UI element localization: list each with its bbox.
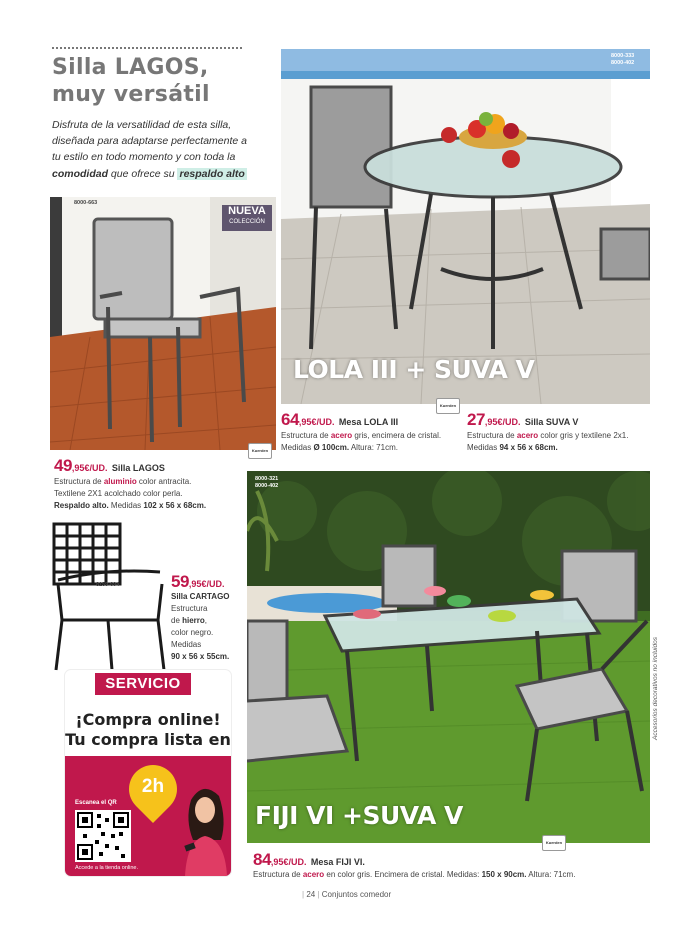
intro-highlight: respaldo alto	[179, 167, 245, 180]
fiji-banner: FIJI VI +SUVA V	[255, 801, 463, 830]
badge-line-1: NUEVA	[228, 205, 266, 217]
service-hours: 2h	[141, 776, 165, 797]
title-line-1: Silla LAGOS,	[52, 55, 209, 80]
qr-pattern	[75, 810, 131, 862]
lola-code-2: 8000-402	[611, 60, 635, 66]
badge-line-2: COLECCIÓN	[229, 219, 265, 225]
lola-table-photo	[281, 49, 650, 404]
fiji-code-2: 8000-402	[255, 483, 279, 489]
lagos-chair-photo	[50, 197, 276, 450]
lagos-description	[54, 476, 244, 512]
cartago-product-name: Silla CARTAGO	[171, 592, 230, 601]
cartago-line-4: Medidas	[171, 640, 202, 649]
suva-price-int: 27	[467, 410, 485, 429]
lola-price-int: 64	[281, 410, 299, 429]
page-number: 24	[306, 890, 316, 899]
service-headline	[65, 710, 231, 750]
fiji-code-1: 8000-321	[255, 476, 279, 482]
cartago-line-2: de hierro,	[171, 616, 208, 625]
lagos-price	[54, 456, 165, 476]
lola-desc-line-1: Estructura de acero gris, encimera de cristal.	[281, 431, 442, 440]
suva-price-dec: ,95€/UD.	[484, 417, 521, 427]
cartago-line-5: 90 x 56 x 55cm.	[171, 652, 230, 661]
lola-desc-line-2: Medidas Ø 100cm. Altura: 71cm.	[281, 443, 398, 452]
lagos-desc-line-1: Estructura de aluminio color antracita.	[54, 477, 192, 486]
cartago-code: 8159-694	[96, 582, 120, 588]
lola-code-1: 8000-333	[611, 53, 635, 59]
lola-table-scene	[281, 49, 650, 404]
suva-price	[467, 410, 578, 430]
lagos-product-code: 8000-663	[74, 200, 98, 206]
lola-price-dec: ,95€/UD.	[298, 417, 335, 427]
woman-with-phone-illustration	[177, 780, 231, 876]
side-note: Accesorios decorativos no incluidos	[652, 637, 659, 740]
lola-price	[281, 410, 398, 430]
cartago-line-1: Estructura	[171, 604, 208, 613]
intro-paragraph	[52, 117, 248, 182]
lagos-desc-line-2: Textilene 2X1 acolchado color perla.	[54, 489, 183, 498]
new-collection-badge	[222, 205, 272, 231]
cartago-line-3: color negro.	[171, 628, 214, 637]
cartago-price	[171, 572, 224, 592]
page-title	[52, 54, 252, 108]
lagos-product-name: Silla LAGOS	[111, 463, 165, 473]
cartago-price-int: 59	[171, 572, 189, 591]
fiji-table-photo	[247, 471, 650, 843]
intro-bold: comodidad	[52, 167, 109, 180]
fiji-table-scene	[247, 471, 650, 843]
lola-description	[281, 430, 461, 454]
service-label: SERVICIO	[95, 673, 191, 695]
brand-logo: Kuerden	[436, 398, 460, 414]
service-line-1: ¡Compra online!	[75, 710, 221, 729]
intro-text: Disfruta de la versatilidad de esta silla, diseñada para adaptarse perfectamente a tu estilo en todo momento y con toda la	[52, 119, 247, 164]
qr-label: Escanea el QR	[75, 800, 117, 806]
title-divider	[52, 47, 242, 49]
cartago-chair-drawing	[48, 520, 170, 675]
section-name: Conjuntos comedor	[321, 890, 392, 899]
woman-drawing	[177, 780, 231, 876]
footer-separator: |	[302, 890, 305, 899]
page-footer	[302, 890, 391, 899]
fiji-product-name: Mesa FIJI VI.	[310, 857, 365, 867]
fiji-description: Estructura de acero en color gris. Encimera de cristal. Medidas: 150 x 90cm. Altura: 71cm.	[253, 870, 576, 879]
lagos-price-dec: ,95€/UD.	[71, 463, 108, 473]
lagos-price-int: 49	[54, 456, 72, 475]
lagos-desc-line-3: Respaldo alto. Medidas 102 x 56 x 68cm.	[54, 501, 207, 510]
cartago-price-dec: ,95€/UD.	[188, 579, 225, 589]
fiji-price-int: 84	[253, 850, 271, 869]
service-line-2: Tu compra lista en	[65, 730, 231, 749]
cartago-chair-image	[48, 520, 170, 675]
brand-logo: Kuerden	[248, 443, 272, 459]
footer-separator: |	[317, 890, 320, 899]
title-line-2: muy versátil	[52, 82, 210, 107]
suva-desc-line-1: Estructura de acero color gris y textilene 2x1.	[467, 431, 629, 440]
intro-text-2: que ofrece su	[108, 167, 178, 180]
cartago-description	[171, 591, 246, 663]
fiji-price-dec: ,95€/UD.	[270, 857, 307, 867]
suva-product-name: Silla SUVA V	[524, 417, 579, 427]
fiji-price	[253, 850, 365, 870]
lola-banner: LOLA III + SUVA V	[293, 355, 535, 384]
qr-footer: Accede a la tienda online.	[75, 865, 138, 871]
brand-logo: Kuerden	[542, 835, 566, 851]
lagos-chair-scene	[50, 197, 276, 450]
lola-product-name: Mesa LOLA III	[338, 417, 399, 427]
suva-description	[467, 430, 652, 454]
suva-desc-line-2: Medidas 94 x 56 x 68cm.	[467, 443, 558, 452]
qr-code-icon[interactable]	[75, 810, 131, 862]
online-service-card[interactable]	[65, 670, 231, 876]
